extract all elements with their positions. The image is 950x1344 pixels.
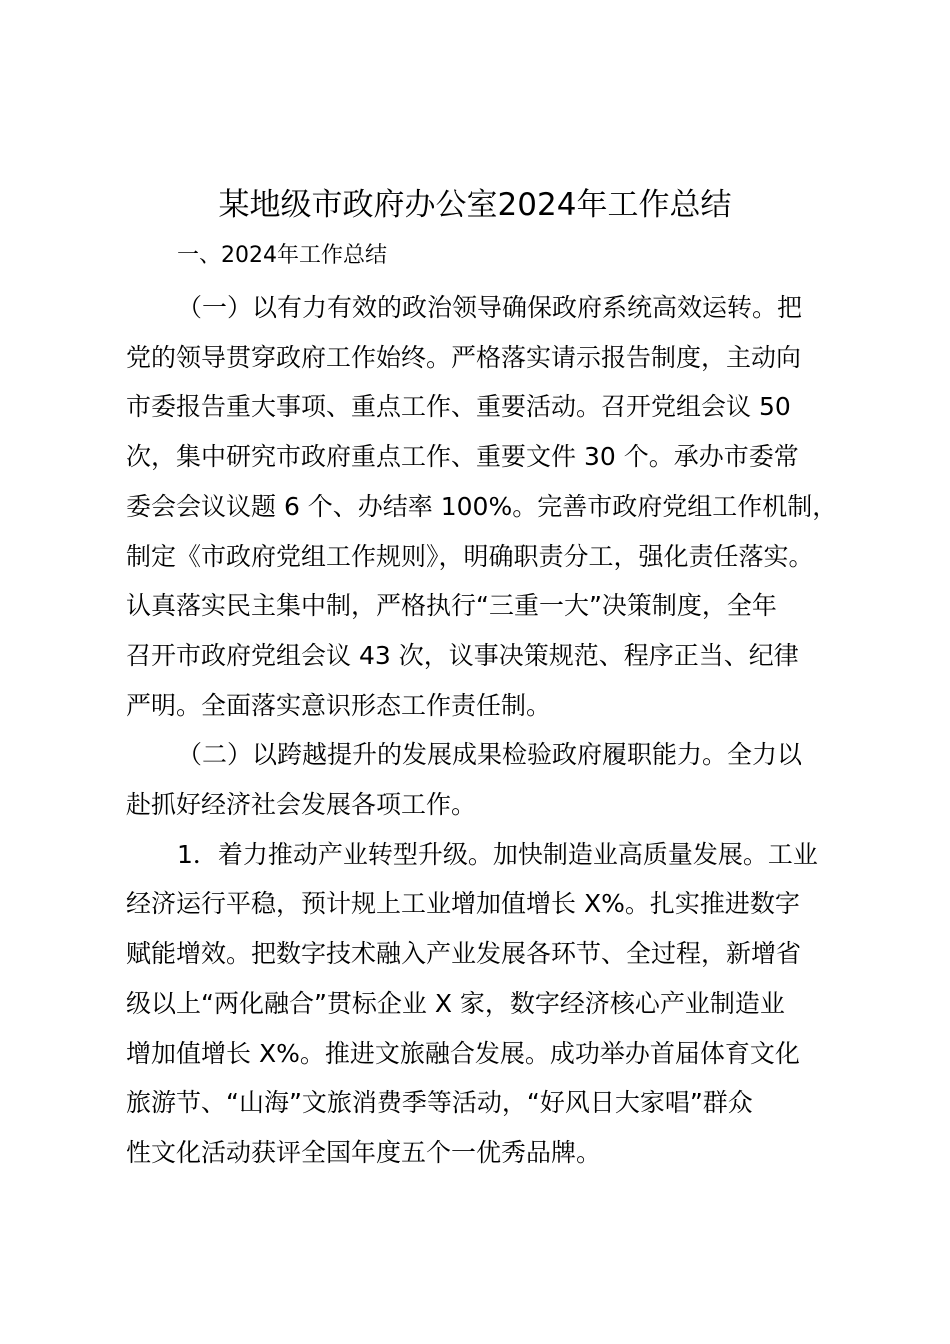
document-body (126, 283, 838, 1178)
paragraph-industry-upgrade: 1．着力推动产业转型升级。加快制造业高质量发展。工业 经济运行平稳，预计规上工业增加值增长 X%。扎实推进数字 赋能增效。把数字技术融入产业发展各环节、全过程，新增省 级以上“两化融合”贯标企业 X 家，数字经济核心产业制造业 增加值增长 X%。推进文旅融合发展。成功举办首届体育文化 旅游节、“山海”文旅消费季等活动，“好风日大家唱”群众 性文化活动获评全国年度五个一优秀品牌。 (126, 839, 818, 1167)
paragraph-political-leadership: （一）以有力有效的政治领导确保政府系统高效运转。把 党的领导贯穿政府工作始终。严格落实请示报告制度，主动向 市委报告重大事项、重点工作、重要活动。召开党组会议 50 次，集中研究市政府重点工作、重要文件 30 个。承办市委常 委会会议议题 6 个、办结率 100%。完善市政府党组工作机制， 制定《市政府党组工作规则》，明确职责分工，强化责任落实。 认真落实民主集中制，严格执行“三重一大”决策制度，全年 召开市政府党组会议 43 次，议事决策规范、程序正当、纪律 严明。全面落实意识形态工作责任制。 (126, 293, 838, 720)
section-heading: 一、2024年工作总结 (177, 243, 387, 268)
paragraph-development-results: （二）以跨越提升的发展成果检验政府履职能力。全力以 赴抓好经济社会发展各项工作。 (126, 740, 803, 820)
document-title: 某地级市政府办公室2024年工作总结 (218, 187, 732, 223)
